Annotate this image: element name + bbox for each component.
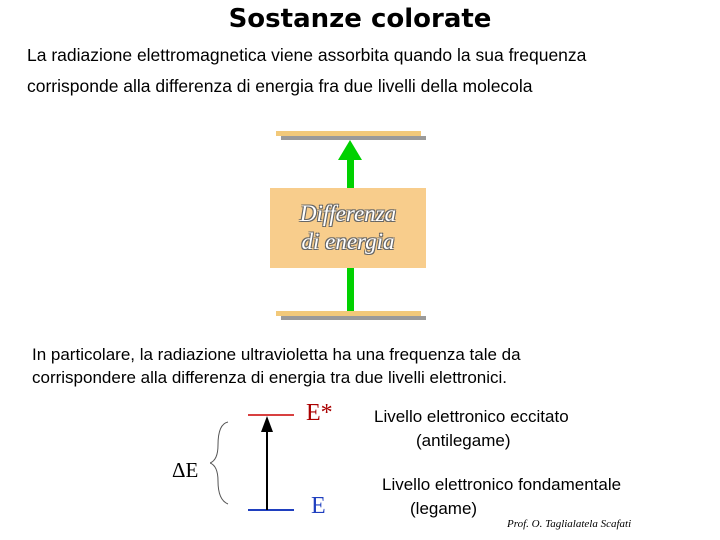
excited-level-label	[374, 405, 569, 453]
ground-label-line-1: Livello elettronico fondamentale	[382, 475, 622, 494]
intro-line-2: corrisponde alla differenza di energia fra due livelli della molecola	[27, 76, 533, 96]
paragraph-uv	[32, 343, 692, 389]
author-credit: Prof. O. Taglialatela Scafati	[507, 518, 632, 530]
intro-text	[27, 40, 707, 102]
excited-label-line-2: (antilegame)	[416, 431, 511, 450]
page-title: Sostanze colorate	[228, 4, 492, 34]
energy-box-line-1: Differenza	[299, 201, 397, 226]
excited-label-line-1: Livello elettronico eccitato	[374, 407, 569, 426]
delta-e-label: ΔE	[172, 458, 199, 482]
ground-level-label	[382, 473, 621, 521]
paragraph-line-1: In particolare, la radiazione ultravioletta ha una frequenza tale da	[32, 345, 521, 364]
ground-energy-symbol: E	[311, 493, 326, 519]
excited-energy-symbol: E*	[306, 400, 333, 426]
energy-difference-box	[270, 188, 426, 268]
energy-box-line-2: di energia	[301, 229, 395, 254]
lower-level-shadow	[281, 316, 426, 320]
ground-label-line-2: (legame)	[410, 499, 478, 518]
intro-line-1: La radiazione elettromagnetica viene assorbita quando la sua frequenza	[27, 45, 587, 65]
paragraph-line-2: corrispondere alla differenza di energia tra due livelli elettronici.	[32, 368, 508, 387]
delta-e-diagram	[210, 400, 300, 520]
